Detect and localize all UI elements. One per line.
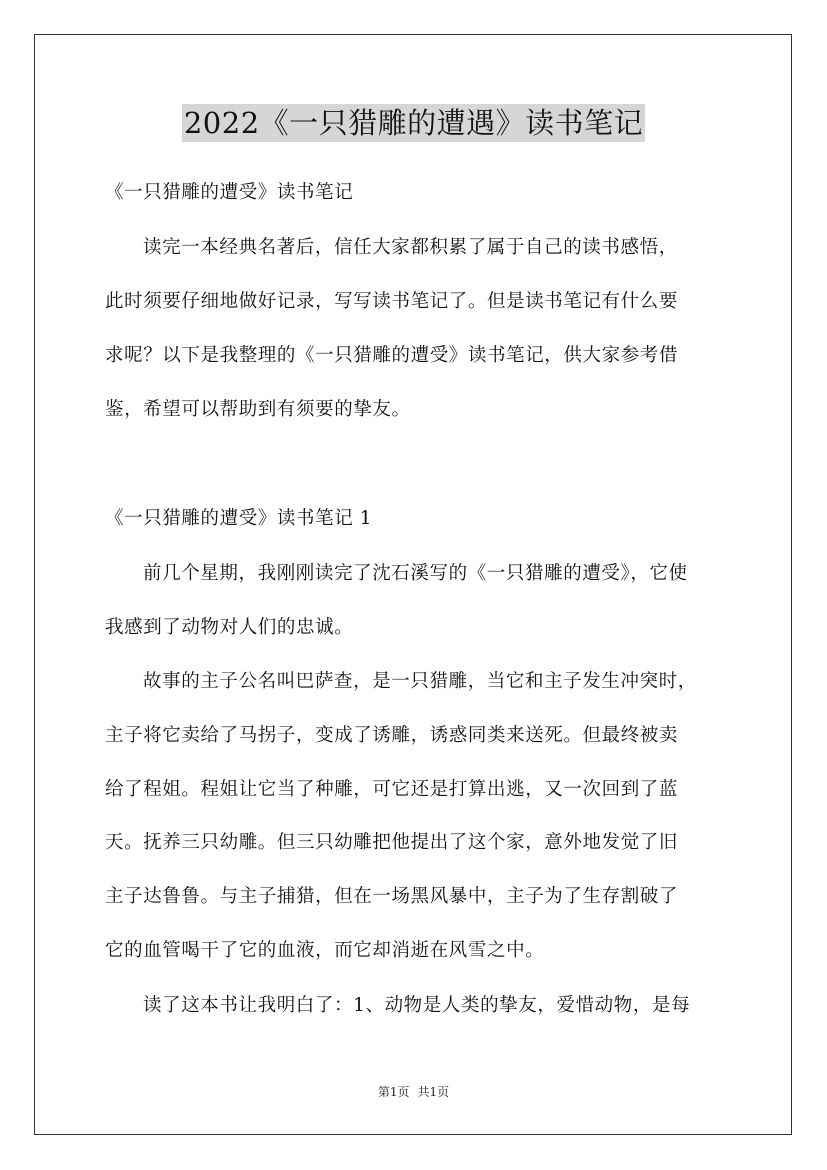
section-heading: 《一只猎雕的遭受》读书笔记 1 xyxy=(105,508,373,529)
page-footer xyxy=(0,1084,827,1100)
paragraph-line: 主子将它卖给了马拐子，变成了诱雕，诱惑同类来送死。但最终被卖 xyxy=(105,725,679,746)
document-title: 2022《一只猎雕的遭遇》读书笔记 xyxy=(183,106,644,140)
paragraph-line: 读完一本经典名著后，信任大家都积累了属于自己的读书感悟， xyxy=(143,237,678,258)
paragraph-line: 求呢？以下是我整理的《一只猎雕的遭受》读书笔记，供大家参考借 xyxy=(105,345,679,366)
paragraph-line: 我感到了动物对人们的忠诚。 xyxy=(105,617,354,638)
paragraph-line: 鉴，希望可以帮助到有须要的挚友。 xyxy=(105,399,411,420)
title-container xyxy=(0,104,827,142)
paragraph-line: 前几个星期，我刚刚读完了沈石溪写的《一只猎雕的遭受》，它使 xyxy=(143,563,688,584)
paragraph-line: 此时须要仔细地做好记录，写写读书笔记了。但是读书笔记有什么要 xyxy=(105,291,679,312)
paragraph-line: 故事的主子公名叫巴萨查，是一只猎雕，当它和主子发生冲突时， xyxy=(143,671,697,692)
paragraph-line: 天。抚养三只幼雕。但三只幼雕把他提出了这个家，意外地发觉了旧 xyxy=(105,832,679,853)
page-number: 第1页 xyxy=(377,1085,410,1099)
section-heading: 《一只猎雕的遭受》读书笔记 xyxy=(105,182,354,203)
paragraph-line: 主子达鲁鲁。与主子捕猎，但在一场黑风暴中，主子为了生存割破了 xyxy=(105,886,679,907)
paragraph-line: 读了这本书让我明白了：1、动物是人类的挚友，爱惜动物，是每 xyxy=(143,995,691,1016)
paragraph-line: 它的血管喝干了它的血液，而它却消逝在风雪之中。 xyxy=(105,940,545,961)
paragraph-line: 给了程姐。程姐让它当了种雕，可它还是打算出逃，又一次回到了蓝 xyxy=(105,779,679,800)
page-total: 共1页 xyxy=(417,1085,450,1099)
